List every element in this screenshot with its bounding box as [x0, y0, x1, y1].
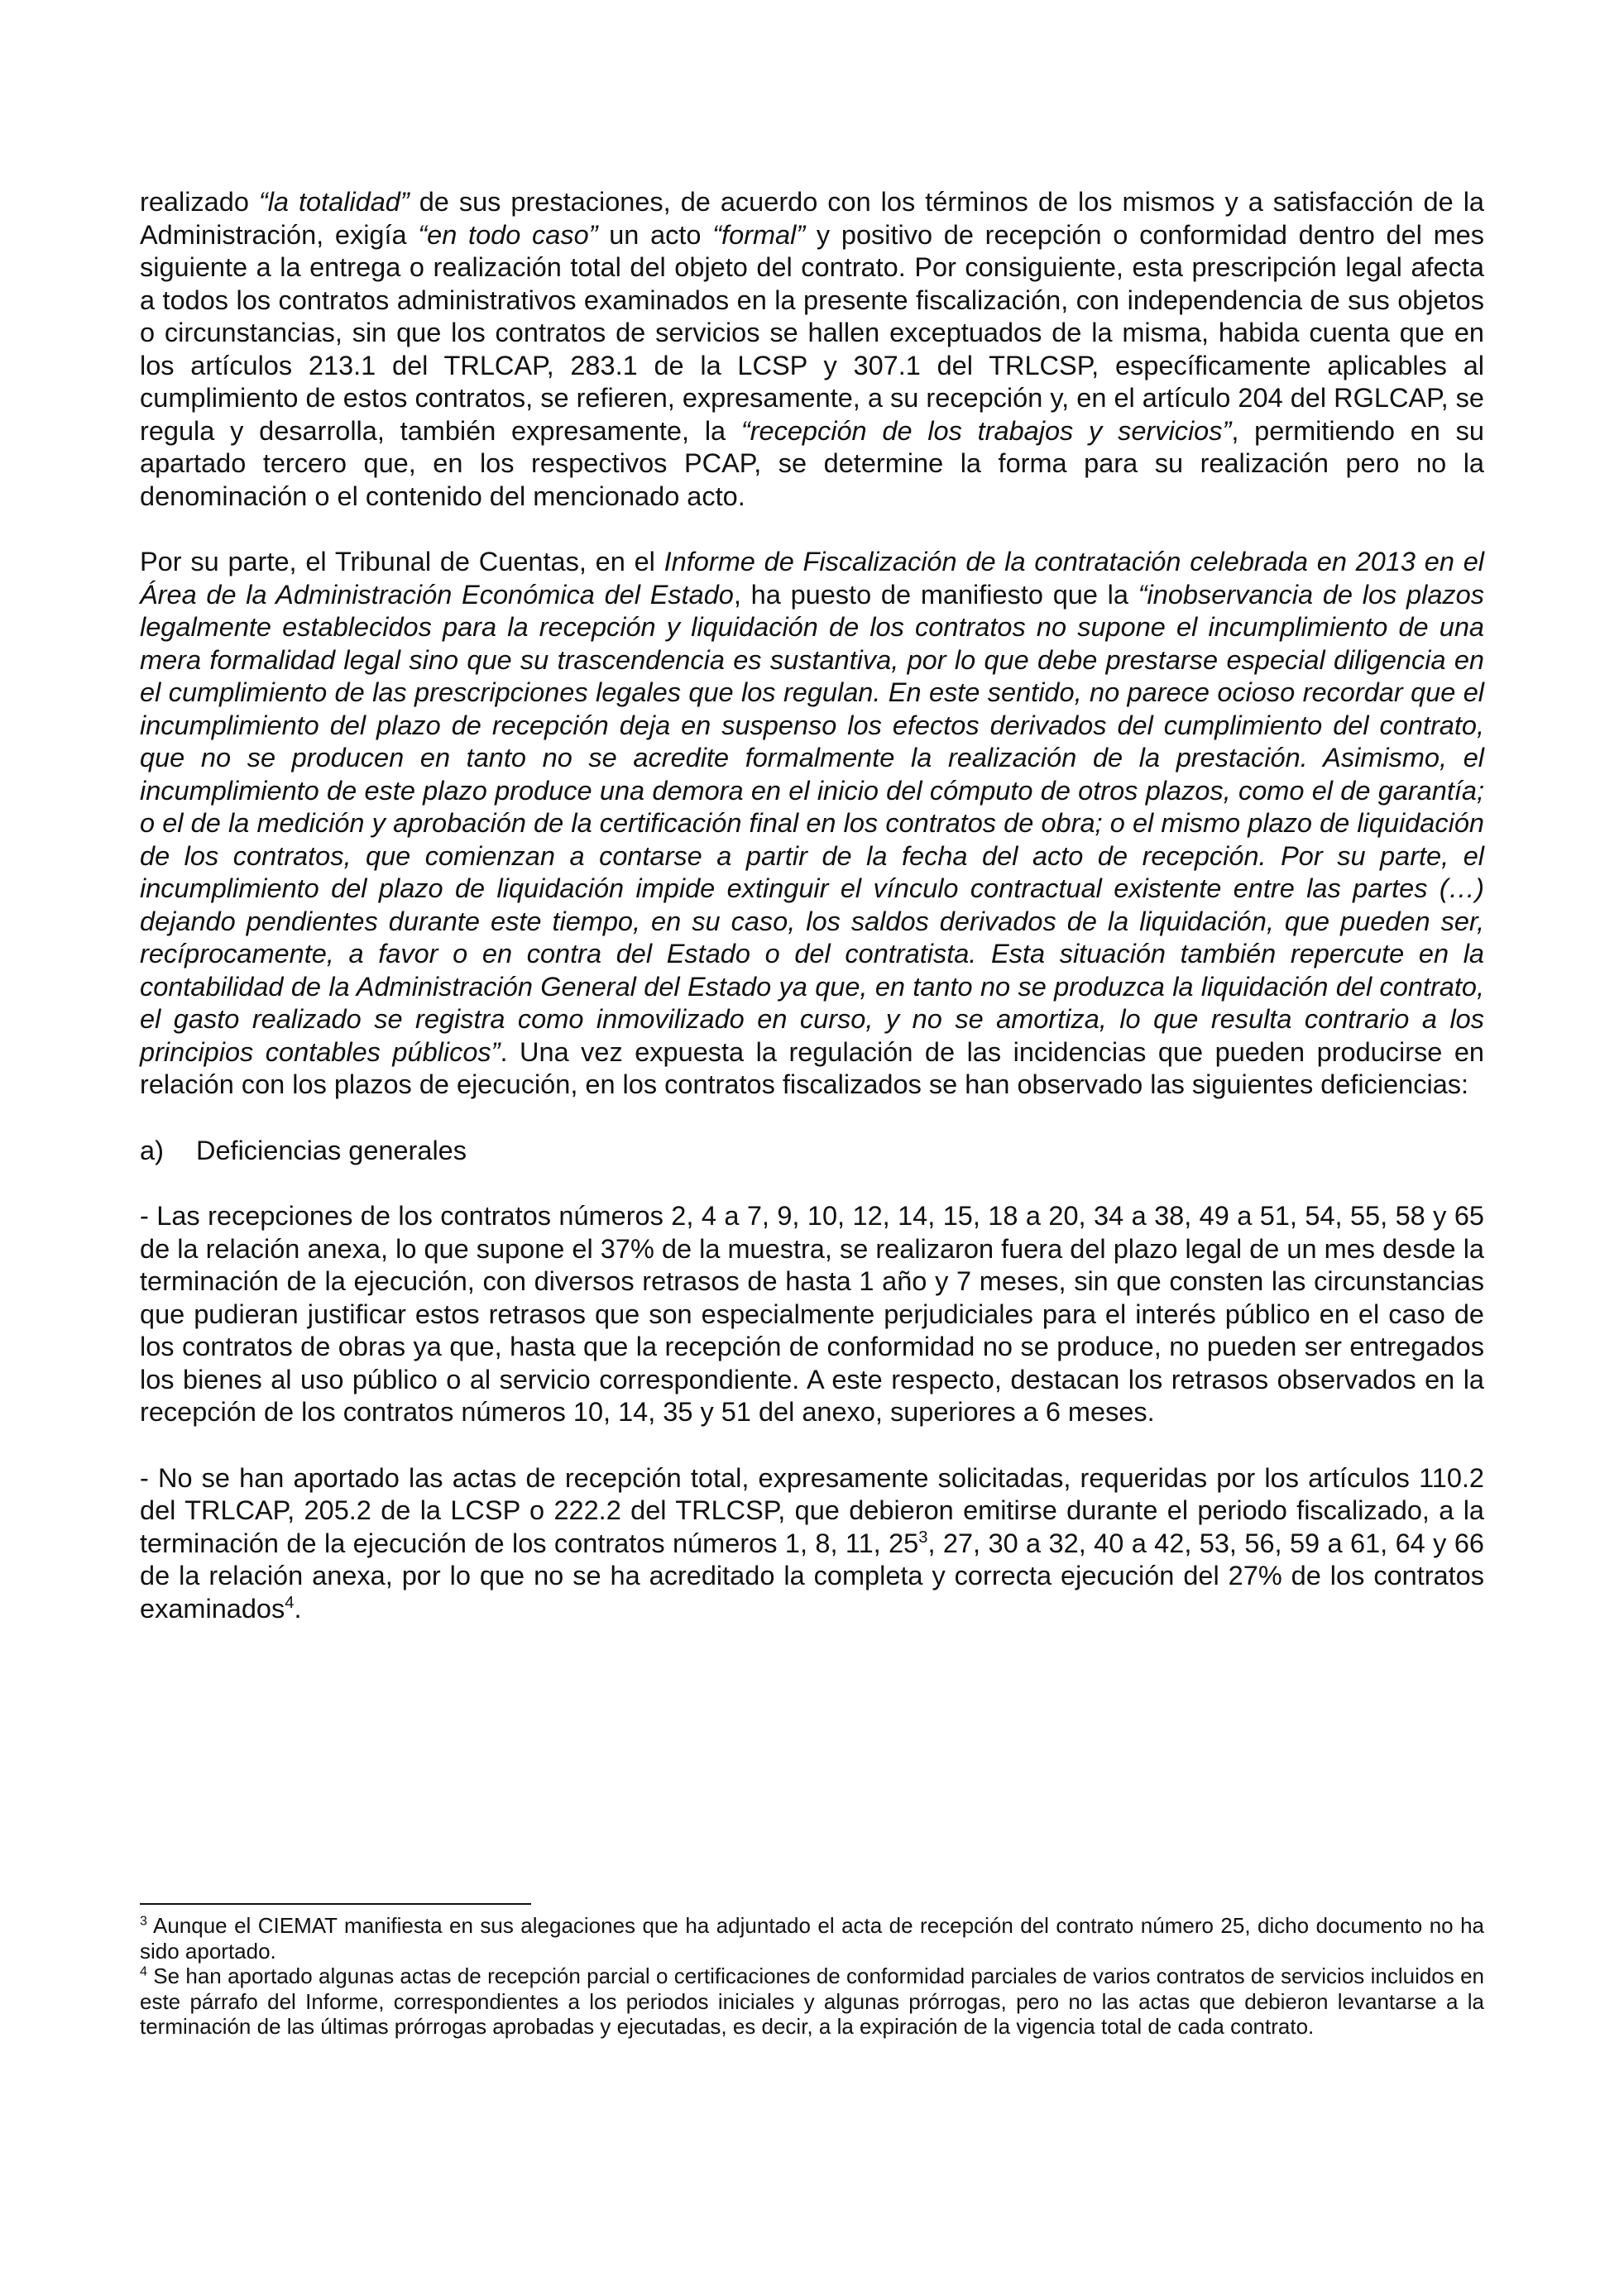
- text-run: .: [294, 1593, 302, 1624]
- italic-quote: “en todo caso”: [418, 219, 598, 250]
- text-run: - No se han aportado las actas de recepción total, expresamente solicitadas, requeridas por los artículos 110.2 del TRLCAP, 205.2 de la LCSP o 222.2 del TRLCSP, que debieron emitirse durante el periodo fiscalizado, a la terminación de la ejecución de los contratos números 1, 8, 11, 25: [140, 1462, 1484, 1558]
- footnote-number: 3: [140, 1913, 147, 1929]
- italic-report-title: Informe de Fiscalización de la contratación celebrada en 2013 en el Área de la Administración Económica del Estado: [140, 547, 1484, 610]
- text-run: y positivo de recepción o conformidad dentro del mes siguiente a la entrega o realización total del objeto del contrato. Por consiguiente, esta prescripción legal afecta a todos los contratos administrativos examinados en la presente fiscalización, con independencia de sus objetos o circunstancias, sin que los contratos de servicios se hallen exceptuados de la misma, habida cuenta que en los artículos 213.1 del TRLCAP, 283.1 de la LCSP y 307.1 del TRLCSP, específicamente aplicables al cumplimiento de estos contratos, se refieren, expresamente, a su recepción y, en el artículo 204 del RGLCAP, se regula y desarrolla, también expresamente, la: [140, 219, 1485, 446]
- footnote-text: Se han aportado algunas actas de recepción parcial o certificaciones de conformidad parciales de varios contratos de servicios incluidos en este párrafo del Informe, correspondientes a los periodos iniciales y algunas prórrogas, pero no las actas que debieron levantarse a la terminación de las últimas prórrogas aprobadas y ejecutadas, es decir, a la expiración de la vigencia total de cada contrato.: [140, 1964, 1484, 2039]
- text-run: Por su parte, el Tribunal de Cuentas, en el: [140, 547, 664, 576]
- footnote-ref-4[interactable]: 4: [285, 1593, 295, 1612]
- italic-quote: “recepción de los trabajos y servicios”: [740, 415, 1232, 446]
- footnote-4: [140, 1964, 1484, 2040]
- paragraph-missing-acts: [140, 1462, 1484, 1626]
- text-run: un acto: [597, 219, 713, 250]
- footnotes: [140, 1913, 1484, 2040]
- paragraph-tribunal-de-cuentas: [140, 546, 1484, 1102]
- text-run: de sus prestaciones, de acuerdo con los términos de los mismos y a satisfacción de la Administración, exigía: [140, 187, 1484, 250]
- footnote-3: [140, 1913, 1484, 1964]
- text-run: , 27, 30 a 32, 40 a 42, 53, 56, 59 a 61, 64 y 66 de la relación anexa, por lo que no se ha acreditado la completa y correcta ejecución del 27% de los contratos examinados: [140, 1528, 1484, 1624]
- text-run: realizado: [140, 187, 259, 217]
- text-run: , permitiendo en su apartado tercero que, en los respectivos PCAP, se determine la forma para su realización pero no la denominación o el contenido del mencionado acto.: [140, 415, 1484, 511]
- paragraph-reception-requirement: [140, 186, 1484, 513]
- document-body: [140, 186, 1484, 1658]
- italic-quote: “formal”: [712, 219, 806, 250]
- italic-quote: “la totalidad”: [258, 187, 410, 217]
- heading-title: Deficiencias generales: [196, 1135, 467, 1165]
- footnote-separator: [140, 1903, 531, 1905]
- text-run: , ha puesto de manifiesto que la: [733, 579, 1138, 610]
- heading-letter: a): [140, 1135, 164, 1165]
- paragraph-late-receptions: - Las recepciones de los contratos números 2, 4 a 7, 9, 10, 12, 14, 15, 18 a 20, 34 a 38, 49 a 51, 54, 55, 58 y 65 de la relación anexa, lo que supone el 37% de la muestra, se realizaron fuera del plazo legal de un mes desde la terminación de la ejecución, con diversos retrasos de hasta 1 año y 7 meses, sin que consten las circunstancias que pudieran justificar estos retrasos que son especialmente perjudiciales para el interés público en el caso de los contratos de obras ya que, hasta que la recepción de conformidad no se produce, no pueden ser entregados los bienes al uso público o al servicio correspondiente. A este respecto, destacan los retrasos observados en la recepción de los contratos números 10, 14, 35 y 51 del anexo, superiores a 6 meses.: [140, 1201, 1484, 1427]
- italic-long-quote: “inobservancia de los plazos legalmente establecidos para la recepción y liquidación de los contratos no supone el incumplimiento de una mera formalidad legal sino que su trascendencia es sustantiva, por lo que debe prestarse especial diligencia en el cumplimiento de las prescripciones legales que los regulan. En este sentido, no parece ocioso recordar que el incumplimiento del plazo de recepción deja en suspenso los efectos derivados del cumplimiento del contrato, que no se producen en tanto no se acredite formalmente la realización de la prestación. Asimismo, el incumplimiento de este plazo produce una demora en el inicio del cómputo de otros plazos, como el de garantía; o el de la medición y aprobación de la certificación final en los contratos de obra; o el mismo plazo de liquidación de los contratos, que comienzan a contarse a partir de la fecha del acto de recepción. Por su parte, el incumplimiento del plazo de liquidación impide extinguir el vínculo contractual existente entre las partes (…) dejando pendientes durante este tiempo, en su caso, los saldos derivados de la liquidación, que pueden ser, recíprocamente, a favor o en contra del Estado o del contratista. Esta situación también repercute en la contabilidad de la Administración General del Estado ya que, en tanto no se produzca la liquidación del contrato, el gasto realizado se registra como inmovilizado en curso, y no se amortiza, lo que resulta contrario a los principios contables públicos”: [140, 579, 1485, 1067]
- text-run: . Una vez expuesta la regulación de las incidencias que pueden producirse en relación con los plazos de ejecución, en los contratos fiscalizados se han observado las siguientes deficiencias:: [140, 1036, 1484, 1099]
- footnote-number: 4: [140, 1964, 147, 1979]
- section-heading-general-deficiencies: [140, 1135, 1484, 1168]
- footnote-ref-3[interactable]: 3: [918, 1528, 928, 1547]
- footnote-text: Aunque el CIEMAT manifiesta en sus alegaciones que ha adjuntado el acta de recepción del contrato número 25, dicho documento no ha sido aportado.: [140, 1913, 1484, 1964]
